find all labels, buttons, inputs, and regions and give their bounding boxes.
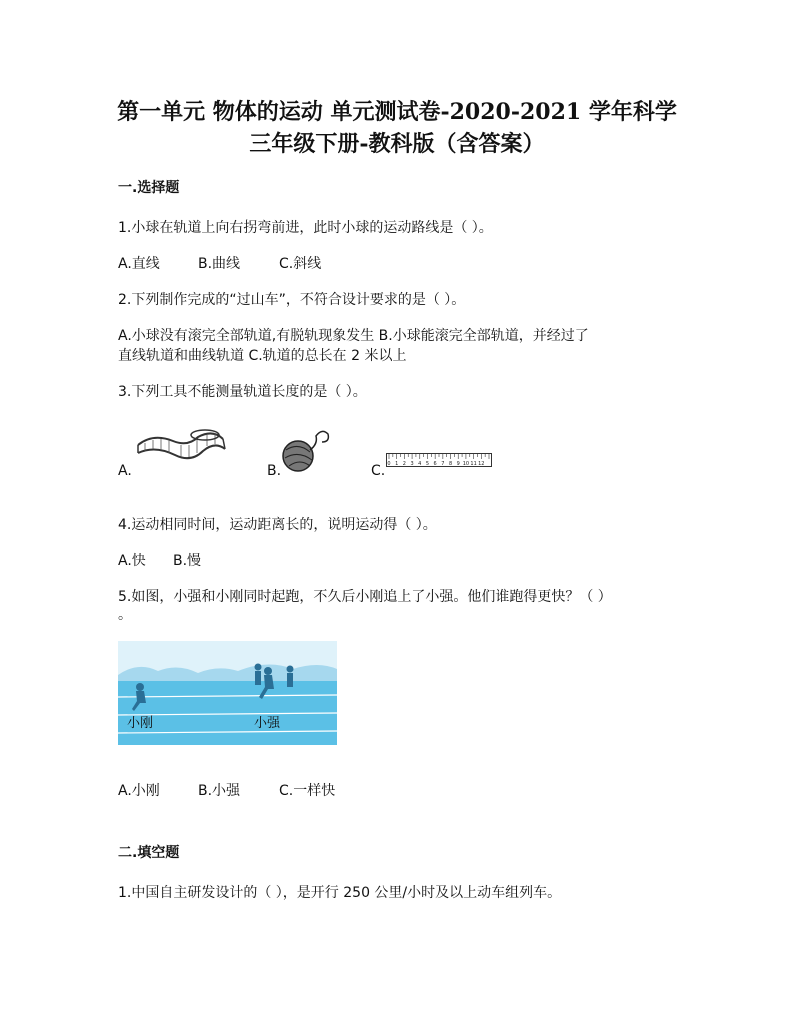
question-1-option-c: C.斜线 (279, 256, 322, 272)
question-1-text: 1.小球在轨道上向右拐弯前进，此时小球的运动路线是（ ）。 (118, 220, 493, 236)
question-3-option-a: A. (118, 463, 132, 479)
ruler-number: 11 (470, 461, 477, 467)
question-2-options-line-1: A.小球没有滚完全部轨道,有脱轨现象发生 B.小球能滚完全部轨道，并经过了 (118, 328, 589, 344)
ruler-number: 9 (456, 461, 460, 467)
ruler-number: 1 (395, 461, 399, 467)
question-3-option-c: C. (371, 463, 386, 479)
ruler-number: 6 (433, 461, 437, 467)
ruler-image (386, 453, 492, 467)
section-heading-fill-blank: 二.填空题 (118, 845, 180, 861)
question-2-text: 2.下列制作完成的“过山车”，不符合设计要求的是（ ）。 (118, 292, 466, 308)
ruler-number: 7 (441, 461, 445, 467)
runner-label-xiaogang: 小刚 (127, 716, 154, 731)
ruler-number: 5 (425, 461, 430, 467)
question-4-option-b: B.慢 (173, 553, 202, 569)
question-4-option-a: A.快 (118, 553, 146, 569)
question-5-option-a: A.小刚 (118, 783, 160, 799)
question-5-option-c: C.一样快 (279, 783, 336, 799)
title-line-1: 第一单元 物体的运动 单元测试卷-2020-2021 学年科学 (117, 99, 677, 125)
yarn-ball-image (280, 428, 332, 474)
question-5-text-cont: 。 (118, 607, 132, 623)
section-heading-choice: 一.选择题 (118, 180, 180, 196)
question-4-text: 4.运动相同时间，运动距离长的，说明运动得（ ）。 (118, 517, 437, 533)
ruler-number: 4 (418, 461, 422, 467)
question-1-option-b: B.曲线 (198, 256, 241, 272)
ruler-number: 2 (402, 461, 406, 467)
question-2-options-line-2: 直线轨道和曲线轨道 C.轨道的总长在 2 米以上 (118, 348, 407, 364)
question-3-option-b: B. (267, 463, 282, 479)
question-5-option-b: B.小强 (198, 783, 241, 799)
ruler-number: 0 (387, 461, 391, 467)
question-3-text: 3.下列工具不能测量轨道长度的是（ ）。 (118, 384, 367, 400)
tape-measure-image (133, 425, 228, 465)
ruler-number: 12 (478, 461, 485, 467)
question-5-text: 5.如图，小强和小刚同时起跑，不久后小刚追上了小强。他们谁跑得更快？（ ） (118, 589, 612, 605)
title-line-2: 三年级下册-教科版（含答案） (249, 131, 545, 157)
ruler-number: 8 (448, 461, 453, 467)
runner-label-xiaoqiang: 小强 (254, 716, 281, 731)
running-track-image (118, 641, 337, 745)
ruler-number: 3 (410, 461, 414, 467)
fill-question-1-text: 1.中国自主研发设计的（ ），是开行 250 公里/小时及以上动车组列车。 (118, 885, 562, 901)
ruler-number: 10 (462, 461, 470, 467)
question-1-option-a: A.直线 (118, 256, 160, 272)
